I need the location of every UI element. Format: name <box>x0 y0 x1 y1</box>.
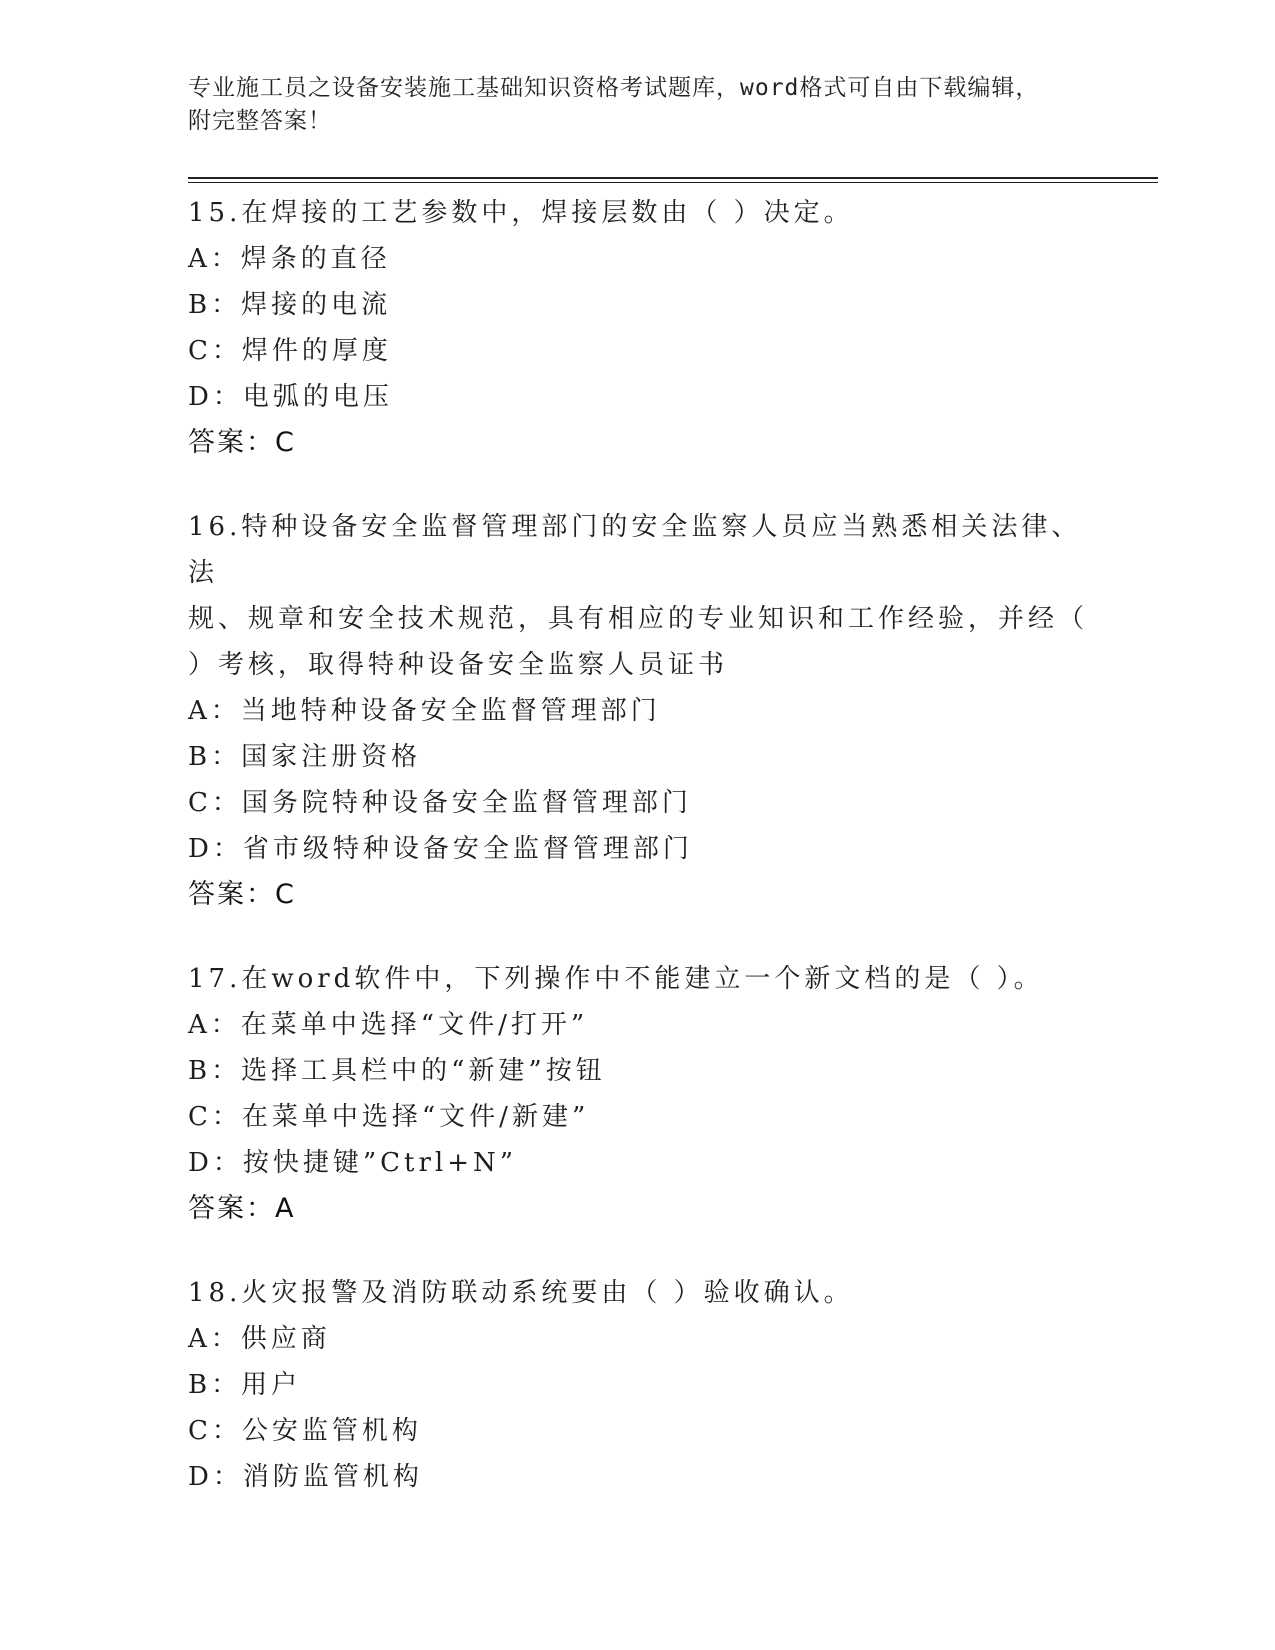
header-rule-thin <box>188 182 1158 183</box>
answer: 答案：C <box>188 427 296 458</box>
stem-line: 规、规章和安全技术规范，具有相应的专业知识和工作经验，并经（ <box>188 604 1089 634</box>
option-c: C：国务院特种设备安全监督管理部门 <box>188 788 692 818</box>
answer: 答案：A <box>188 1193 296 1224</box>
option-c: C：在菜单中选择“文件/新建” <box>188 1102 590 1132</box>
header-line-2: 附完整答案！ <box>188 108 332 134</box>
option-d: D：消防监管机构 <box>188 1462 423 1492</box>
stem-line: 17.在word软件中，下列操作中不能建立一个新文档的是（ ）。 <box>188 964 1044 994</box>
option-a: A：供应商 <box>188 1324 331 1354</box>
question-stem <box>188 956 1088 1002</box>
option-b: B：用户 <box>188 1370 302 1400</box>
option-a: A：在菜单中选择“文件/打开” <box>188 1010 589 1040</box>
option-b: B：国家注册资格 <box>188 742 422 772</box>
document-header <box>188 72 1088 138</box>
stem-line: 15.在焊接的工艺参数中，焊接层数由（ ）决定。 <box>188 198 854 228</box>
question-17 <box>188 956 1088 1232</box>
stem-line: ）考核，取得特种设备安全监察人员证书 <box>188 650 729 680</box>
option-b: B：选择工具栏中的“新建”按钮 <box>188 1056 606 1086</box>
option-d: D：电弧的电压 <box>188 382 393 412</box>
question-15 <box>188 190 1088 466</box>
option-a: A：当地特种设备安全监督管理部门 <box>188 696 661 726</box>
option-b: B：焊接的电流 <box>188 290 392 320</box>
option-d: D：省市级特种设备安全监督管理部门 <box>188 834 693 864</box>
stem-line: 18.火灾报警及消防联动系统要由（ ）验收确认。 <box>188 1278 854 1308</box>
header-rule-thick <box>188 177 1158 179</box>
answer: 答案：C <box>188 879 296 910</box>
option-a: A：焊条的直径 <box>188 244 391 274</box>
option-c: C：焊件的厚度 <box>188 336 392 366</box>
option-c: C：公安监管机构 <box>188 1416 422 1446</box>
header-line-1: 专业施工员之设备安装施工基础知识资格考试题库，word格式可自由下载编辑， <box>188 75 1040 101</box>
question-list <box>188 190 1088 1538</box>
question-stem <box>188 504 1088 688</box>
question-stem <box>188 1270 1088 1316</box>
stem-line: 16.特种设备安全监督管理部门的安全监察人员应当熟悉相关法律、法 <box>188 512 1082 588</box>
question-18 <box>188 1270 1088 1500</box>
option-d: D：按快捷键”Ctrl+N” <box>188 1148 518 1178</box>
question-stem <box>188 190 1088 236</box>
question-16 <box>188 504 1088 918</box>
